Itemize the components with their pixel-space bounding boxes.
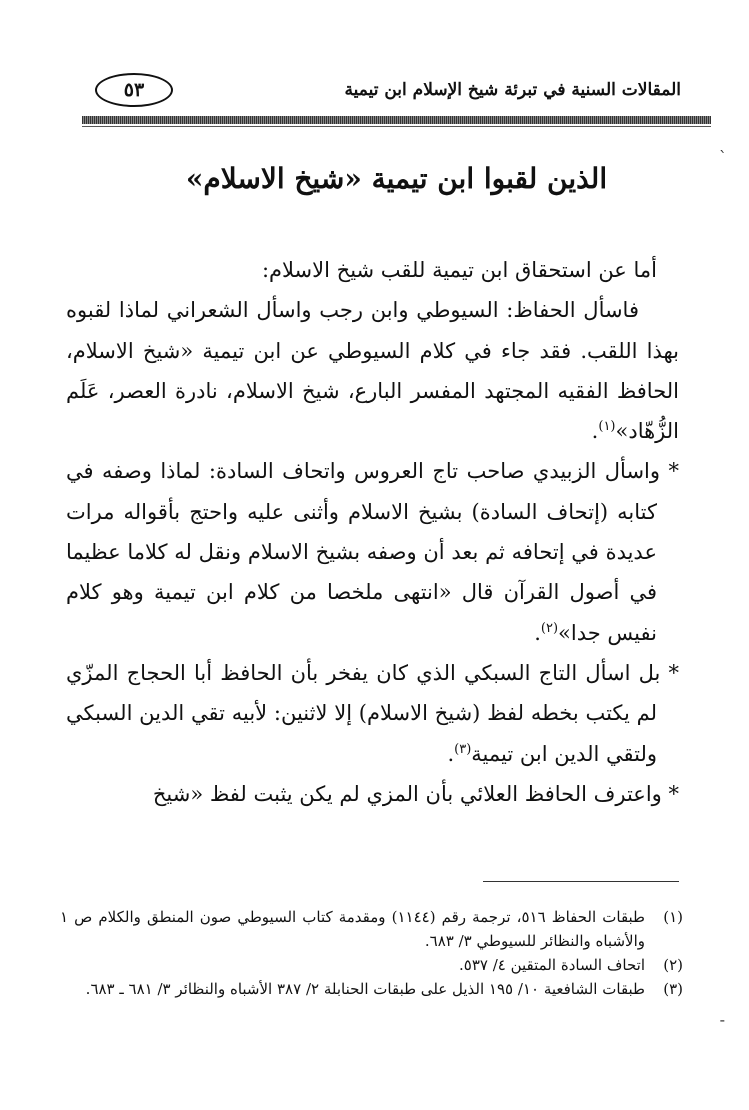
paragraph: فاسأل الحفاظ: السيوطي وابن رجب واسأل الشعراني لماذا لقبوه بهذا اللقب. فقد جاء في كلام السيوطي عن ابن تيمية «شيخ الاسلام، الحافظ الفقيه المجتهد المفسر البارع، شيخ الاسلام، نادرة العصر، عَلَم الزُّهّاد»$^{(١)}$. xyxy=(66,298,679,444)
bullet-paragraph: * واعترف الحافظ العلائي بأن المزي لم يكن يثبت لفظ «شيخ xyxy=(152,781,679,806)
margin-mark-top: ` xyxy=(719,148,727,167)
running-head: المقالات السنية في تبرئة شيخ الإسلام ابن تيمية xyxy=(344,80,681,100)
footnote-ref: (٢) xyxy=(540,620,559,636)
footnote-text: طبقات الشافعية ١٠/ ١٩٥ الذيل على طبقات الحنابلة ٢/ ٣٨٧ الأشباه والنظائر ٣/ ٦٨١ ـ ٦٨٣. xyxy=(85,980,645,998)
header-rule xyxy=(82,116,711,124)
footnote-ref: (٣) xyxy=(454,741,472,757)
bullet-paragraph: * واسأل الزبيدي صاحب تاج العروس واتحاف السادة: لماذا وصفه في كتابه (إتحاف السادة) بشيخ الاسلام وأثنى عليه واحتج بأقواله مرات عديدة في إتحافه ثم بعد أن وصفه بشيخ الاسلام ونقل له كلاما عظيما في أصول القرآن قال «انتهى ملخصا من كلام ابن تيمية وهو كلام نفيس جدا»$^{(٢)}$. xyxy=(66,459,679,645)
footnotes xyxy=(60,905,683,1001)
footnote-separator xyxy=(483,881,679,882)
page-number: ٥٣ xyxy=(95,73,173,107)
chapter-title: الذين لقبوا ابن تيمية «شيخ الاسلام» xyxy=(185,162,608,195)
footnote xyxy=(60,977,683,1001)
footnote-text: اتحاف السادة المتقين ٤/ ٥٣٧. xyxy=(459,956,645,974)
margin-mark-bottom: - xyxy=(719,1010,725,1029)
footnote-text: طبقات الحفاظ ٥١٦، ترجمة رقم (١١٤٤) ومقدمة كتاب السيوطي صون المنطق والكلام ص ١ والأشباه والنظائر للسيوطي ٣/ ٦٨٣. xyxy=(60,908,645,950)
header-rule-thin xyxy=(82,126,711,127)
body-text xyxy=(66,250,679,814)
footnote-number: (٣) xyxy=(663,980,683,998)
bullet-paragraph: * بل اسأل التاج السبكي الذي كان يفخر بأن الحافظ أبا الحجاج المزّي لم يكتب بخطه لفظ (شيخ الاسلام) إلا لاثنين: لأبيه تقي الدين السبكي ولتقي الدين ابن تيمية$^{(٣)}$. xyxy=(66,660,679,766)
footnote-number: (١) xyxy=(663,908,683,926)
footnote xyxy=(60,953,683,977)
paragraph: أما عن استحقاق ابن تيمية للقب شيخ الاسلام: xyxy=(261,258,657,282)
footnote xyxy=(60,905,683,953)
footnote-ref: (١) xyxy=(598,419,616,435)
footnote-number: (٢) xyxy=(663,956,683,974)
